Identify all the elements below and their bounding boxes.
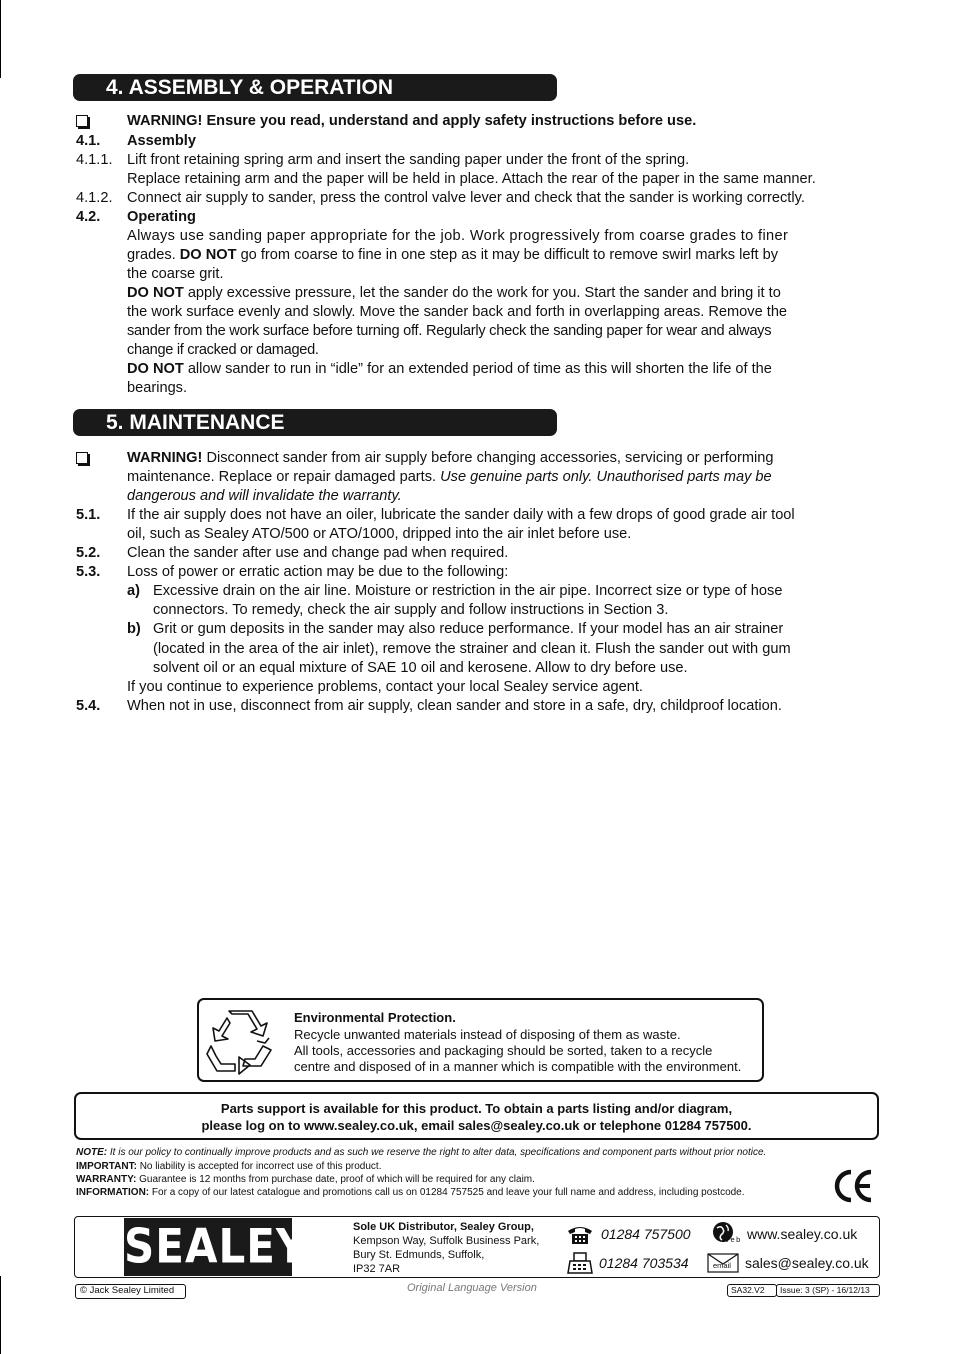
address-line-2: Bury St. Edmunds, Suffolk, bbox=[353, 1249, 485, 1261]
original-language-label: Original Language Version bbox=[407, 1282, 537, 1294]
maintenance-5-4: When not in use, disconnect from air supply, clean sander and store in a safe, dry, childproof location. bbox=[127, 698, 782, 714]
maintenance-5-2: Clean the sander after use and change pad when required. bbox=[127, 545, 509, 561]
sub-item-a-label: a) bbox=[127, 583, 140, 599]
assembly-heading: Assembly bbox=[127, 133, 196, 149]
do-not-label: DO NOT bbox=[127, 285, 184, 301]
note-label: NOTE: bbox=[76, 1147, 108, 1158]
information-line bbox=[76, 1186, 745, 1199]
sealey-logo bbox=[124, 1218, 308, 1276]
maintenance-5-1-line-1: If the air supply does not have an oiler, lubricate the sander daily with a few drops of good grade air tool bbox=[127, 507, 795, 523]
copyright-badge: © Jack Sealey Limited bbox=[75, 1284, 186, 1299]
do-not-label: DO NOT bbox=[127, 361, 184, 377]
warning-checkbox-icon bbox=[76, 452, 88, 464]
sub-item-a-line-1: Excessive drain on the air line. Moisture or restriction in the air pipe. Incorrect size or type of hose bbox=[153, 583, 783, 599]
item-number-4-1-2: 4.1.2. bbox=[76, 190, 113, 206]
parts-support-box bbox=[74, 1092, 879, 1140]
item-number-5-4: 5.4. bbox=[76, 698, 101, 714]
operating-para-3-line-1-text: allow sander to run in “idle” for an extended period of time as this will shorten the life of the bbox=[183, 361, 772, 377]
item-number-5-1: 5.1. bbox=[76, 507, 101, 523]
operating-para-1-line-1: Always use sanding paper appropriate for the job. Work progressively from coarse grades to finer bbox=[127, 228, 789, 244]
fax-number: 01284 703534 bbox=[599, 1255, 689, 1271]
note-line bbox=[76, 1146, 766, 1159]
recycle-icon bbox=[205, 1010, 275, 1076]
environmental-protection-line-2: All tools, accessories and packaging should be sorted, taken to a recycle bbox=[294, 1043, 713, 1058]
sealey-logo-text: SEALEY bbox=[124, 1219, 308, 1274]
assembly-step-2: Connect air supply to sander, press the control valve lever and check that the sander is working correctly. bbox=[127, 190, 805, 206]
do-not-label: DO NOT bbox=[179, 247, 237, 263]
operating-para-2-line-1-text: apply excessive pressure, let the sander do the work for you. Start the sander and bring it to bbox=[183, 285, 781, 301]
parts-support-line-1: Parts support is available for this product. To obtain a parts listing and/or diagram, bbox=[220, 1101, 733, 1116]
important-text: No liability is accepted for incorrect use of this product. bbox=[136, 1161, 382, 1172]
item-number-4-2: 4.2. bbox=[76, 209, 101, 225]
maintenance-5-3: Loss of power or erratic action may be due to the following: bbox=[127, 564, 509, 580]
operating-para-2-line-4: change if cracked or damaged. bbox=[127, 342, 319, 358]
email-link[interactable]: sales@sealey.co.uk bbox=[745, 1255, 869, 1271]
item-number-4-1-1: 4.1.1. bbox=[76, 152, 113, 168]
environmental-protection-line-3: centre and disposed of in a manner which is compatible with the environment. bbox=[294, 1059, 742, 1074]
operating-para-3-line-2: bearings. bbox=[127, 380, 188, 396]
item-number-5-2: 5.2. bbox=[76, 545, 101, 561]
operating-para-2-line-3: sander from the work surface before turning off. Regularly check the sanding paper for wear and always bbox=[127, 323, 772, 339]
web-icon-label: Web bbox=[722, 1235, 742, 1244]
assembly-step-1-line-1: Lift front retaining spring arm and insert the sanding paper under the front of the spring. bbox=[127, 152, 690, 168]
phone-number: 01284 757500 bbox=[601, 1226, 691, 1242]
important-label: IMPORTANT: bbox=[76, 1161, 137, 1172]
environmental-protection-box bbox=[197, 998, 764, 1082]
operating-para-1-line-2 bbox=[127, 246, 778, 265]
warranty-line bbox=[76, 1173, 535, 1186]
environmental-protection-title: Environmental Protection. bbox=[294, 1010, 456, 1025]
sub-item-b-label: b) bbox=[127, 621, 141, 637]
crop-mark-top bbox=[0, 0, 1, 78]
section-5-heading: 5. MAINTENANCE bbox=[73, 409, 557, 436]
maintenance-warning-line-1-text: Disconnect sander from air supply before changing accessories, servicing or performing bbox=[202, 450, 774, 466]
assembly-step-1-line-2: Replace retaining arm and the paper will be held in place. Attach the rear of the paper in the same manner. bbox=[127, 171, 816, 187]
maintenance-warning-line-2 bbox=[127, 468, 772, 487]
environmental-protection-line-1: Recycle unwanted materials instead of disposing of them as waste. bbox=[294, 1027, 681, 1042]
operating-para-3-line-1 bbox=[127, 360, 772, 379]
grades-word: grades. bbox=[127, 247, 176, 263]
warning-label: WARNING! bbox=[127, 450, 203, 466]
distributor-title: Sole UK Distributor, Sealey Group, bbox=[353, 1221, 534, 1233]
note-text: It is our policy to continually improve products and as such we reserve the right to alter data, specifications and component parts without prior notice. bbox=[107, 1147, 767, 1158]
sub-item-b-line-3: solvent oil or an equal mixture of SAE 10 oil and kerosene. Allow to dry before use. bbox=[153, 660, 688, 676]
model-number-badge: SA32.V2 bbox=[727, 1284, 777, 1297]
information-label: INFORMATION: bbox=[76, 1187, 150, 1198]
email-icon-label: email bbox=[713, 1261, 731, 1270]
crop-mark-bottom bbox=[0, 1276, 1, 1354]
operating-heading: Operating bbox=[127, 209, 196, 225]
warranty-label: WARRANTY: bbox=[76, 1174, 137, 1185]
genuine-parts-note: Use genuine parts only. Unauthorised parts may be bbox=[440, 469, 772, 485]
parts-support-line-2: please log on to www.sealey.co.uk, email sales@sealey.co.uk or telephone 01284 757500. bbox=[201, 1117, 752, 1133]
address-line-3: IP32 7AR bbox=[353, 1263, 401, 1275]
sub-item-b-line-2: (located in the area of the air inlet), remove the strainer and clean it. Flush the sander out with gum bbox=[153, 641, 791, 657]
sub-item-a-line-2: connectors. To remedy, check the air supply and follow instructions in Section 3. bbox=[153, 602, 669, 618]
information-text: For a copy of our latest catalogue and promotions call us on 01284 757525 and leave your full name and address, including postcode. bbox=[149, 1187, 745, 1198]
fax-icon bbox=[566, 1251, 594, 1275]
maintenance-5-1-line-2: oil, such as Sealey ATO/500 or ATO/1000, dripped into the air inlet before use. bbox=[127, 526, 632, 542]
sub-item-b-line-1: Grit or gum deposits in the sander may also reduce performance. If your model has an air strainer bbox=[153, 621, 784, 637]
website-link[interactable]: www.sealey.co.uk bbox=[747, 1226, 858, 1242]
maintenance-warning-line-2-text: maintenance. Replace or repair damaged parts. bbox=[127, 469, 441, 485]
footer-contact-box bbox=[74, 1216, 880, 1278]
maintenance-warning-line-1 bbox=[127, 449, 773, 468]
warning-checkbox-icon bbox=[76, 115, 88, 127]
address-line-1: Kempson Way, Suffolk Business Park, bbox=[353, 1235, 540, 1247]
operating-para-2-line-1 bbox=[127, 284, 781, 303]
maintenance-warning-line-3: dangerous and will invalidate the warranty. bbox=[127, 488, 402, 504]
important-line bbox=[76, 1160, 381, 1173]
section-4-heading: 4. ASSEMBLY & OPERATION bbox=[73, 74, 557, 101]
warranty-text: Guarantee is 12 months from purchase date, proof of which will be required for any claim. bbox=[136, 1174, 535, 1185]
operating-para-1-line-2-text: go from coarse to fine in one step as it may be difficult to remove swirl marks left by bbox=[236, 247, 779, 263]
item-number-5-3: 5.3. bbox=[76, 564, 101, 580]
operating-para-1-line-3: the coarse grit. bbox=[127, 266, 224, 282]
assembly-warning: WARNING! Ensure you read, understand and apply safety instructions before use. bbox=[127, 113, 697, 129]
ce-mark-icon bbox=[831, 1168, 875, 1204]
maintenance-5-3-closing: If you continue to experience problems, contact your local Sealey service agent. bbox=[127, 679, 643, 695]
item-number-4-1: 4.1. bbox=[76, 133, 101, 149]
telephone-icon bbox=[566, 1223, 594, 1245]
issue-badge: Issue: 3 (SP) - 16/12/13 bbox=[776, 1284, 880, 1297]
operating-para-2-line-2: the work surface evenly and slowly. Move the sander back and forth in overlapping areas. Remove the bbox=[127, 304, 788, 320]
